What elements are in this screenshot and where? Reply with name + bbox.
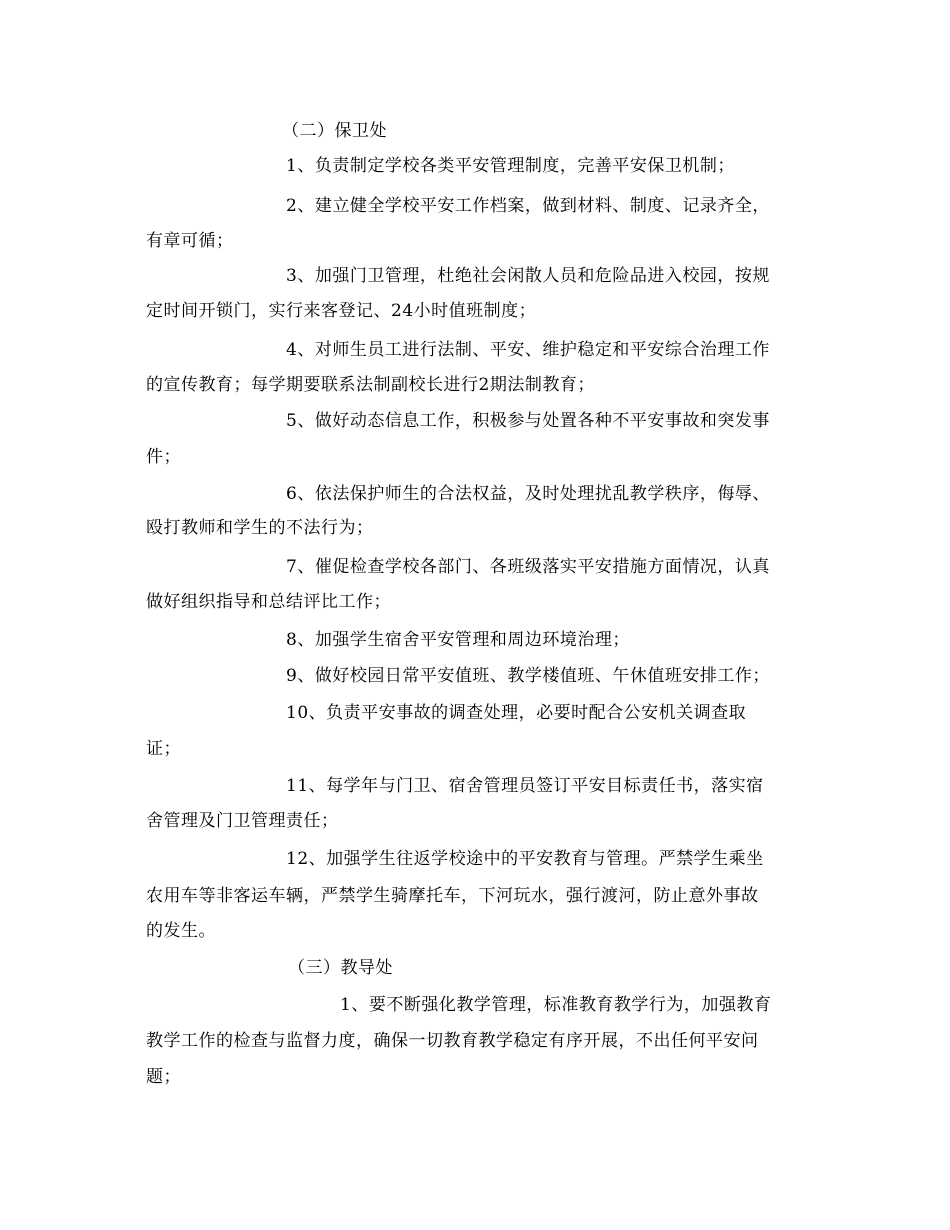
paragraph-line: 2、建立健全学校平安工作档案，做到材料、制度、记录齐全，	[286, 196, 770, 216]
paragraph-line: 4、对师生员工进行法制、平安、维护稳定和平安综合治理工作	[286, 340, 770, 360]
paragraph-line: 7、催促检查学校各部门、各班级落实平安措施方面情况，认真	[286, 557, 770, 577]
paragraph-line: 题；	[146, 1067, 181, 1087]
paragraph-line: 12、加强学生往返学校途中的平安教育与管理。严禁学生乘坐	[286, 849, 764, 869]
paragraph-line: 教学工作的检查与监督力度，确保一切教育教学稳定有序开展，不出任何平安问	[146, 1031, 759, 1051]
paragraph-line: 件；	[146, 447, 181, 467]
paragraph-line: 殴打教师和学生的不法行为；	[146, 518, 374, 538]
paragraph-line: 8、加强学生宿舍平安管理和周边环境治理；	[286, 630, 630, 650]
paragraph-line: 9、做好校园日常平安值班、教学楼值班、午休值班安排工作；	[286, 666, 770, 686]
paragraph-line: 6、依法保护师生的合法权益，及时处理扰乱教学秩序，侮辱、	[286, 484, 770, 504]
paragraph-line: 定时间开锁门，实行来客登记、24小时值班制度；	[146, 301, 537, 321]
paragraph-line: 1、要不断强化教学管理，标准教育教学行为，加强教育	[340, 995, 772, 1015]
paragraph-line: 农用车等非客运车辆，严禁学生骑摩托车，下河玩水，强行渡河，防止意外事故	[146, 886, 759, 906]
section-heading-academic: （三）教导处	[288, 958, 393, 978]
paragraph-line: 5、做好动态信息工作，积极参与处置各种不平安事故和突发事	[286, 411, 770, 431]
paragraph-line: 的发生。	[146, 921, 216, 941]
paragraph-line: 证；	[146, 739, 181, 759]
paragraph-line: 1、负责制定学校各类平安管理制度，完善平安保卫机制；	[286, 156, 735, 176]
paragraph-line: 有章可循；	[146, 231, 234, 251]
paragraph-line: 11、每学年与门卫、宿舍管理员签订平安目标责任书，落实宿	[286, 776, 764, 796]
paragraph-line: 舍管理及门卫管理责任；	[146, 811, 339, 831]
paragraph-line: 10、负责平安事故的调查处理，必要时配合公安机关调查取	[286, 703, 747, 723]
paragraph-line: 做好组织指导和总结评比工作；	[146, 592, 391, 612]
section-heading-security: （二）保卫处	[282, 121, 387, 141]
paragraph-line: 的宣传教育；每学期要联系法制副校长进行2期法制教育；	[146, 375, 595, 395]
paragraph-line: 3、加强门卫管理，杜绝社会闲散人员和危险品进入校园，按规	[286, 266, 770, 286]
